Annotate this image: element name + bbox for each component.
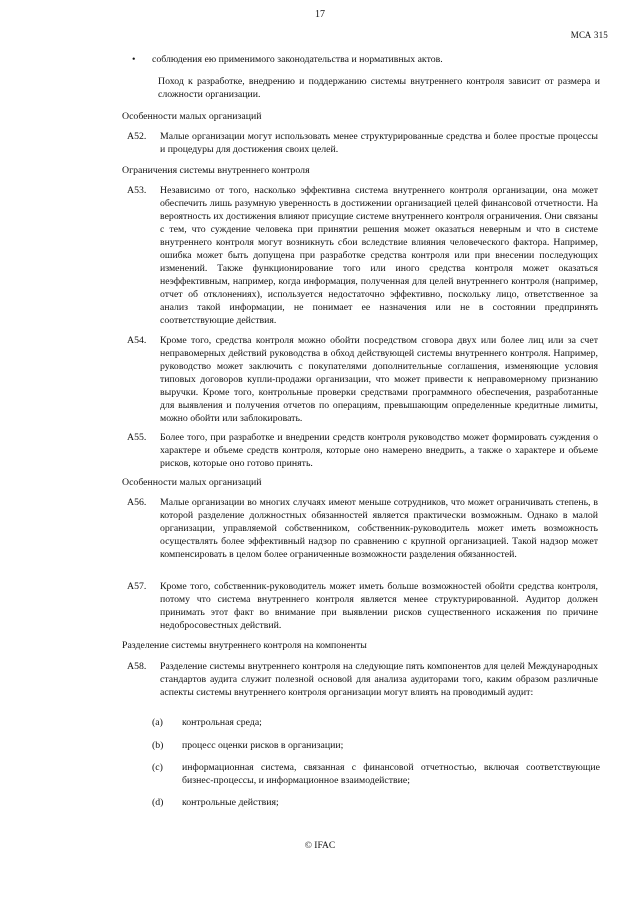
section-heading: Особенности малых организаций <box>122 111 262 122</box>
bullet-icon: • <box>132 54 136 65</box>
section-heading: Ограничения системы внутреннего контроля <box>122 165 310 176</box>
paragraph-number: A53. <box>127 185 147 196</box>
list-item-label: (c) <box>152 762 163 773</box>
paragraph-number: A54. <box>127 335 147 346</box>
paragraph-text: Разделение системы внутреннего контроля на следующие пять компонентов для целей Международных стандартов аудита служит полезной основой для анализа аудиторами того, каким образом различные аспекты системы внутреннего контроля организации могут влиять на проводимый аудит: <box>160 661 598 698</box>
section-heading: Разделение системы внутреннего контроля на компоненты <box>122 640 367 651</box>
paragraph-text: Более того, при разработке и внедрении средств контроля руководство может формировать суждения о характере и объеме средств контроля, которые оно намерено внедрить, а также о характере и объеме рисков, которые оно готово принять. <box>160 432 598 469</box>
list-item-text: процесс оценки рисков в организации; <box>182 740 344 751</box>
footer-copyright: © IFAC <box>304 841 336 851</box>
paragraph-number: A58. <box>127 661 147 672</box>
list-item-label: (b) <box>152 740 164 751</box>
list-item-text: контрольные действия; <box>182 797 279 808</box>
paragraph-text: Кроме того, собственник-руководитель может иметь больше возможностей обойти средства контроля, потому что система внутреннего контроля является менее структурированной. Аудитор должен принимать этот факт во внимание при выявлении рисков существенного искажения по причине недобросовестных действий. <box>160 581 598 631</box>
paragraph-number: A57. <box>127 581 147 592</box>
paragraph-text: Малые организации во многих случаях имеют меньше сотрудников, что может ограничивать степень, в которой разделение должностных обязанностей является практически возможным. Однако в малой организации, управляемой собственником, собственник-руководитель может иметь возможность осуществлять более эффективный надзор по сравнению с крупной организацией. Такой надзор может компенсировать в целом более ограниченные возможности разделения обязанностей. <box>160 497 598 560</box>
list-item-label: (a) <box>152 717 163 728</box>
intro-paragraph: Поход к разработке, внедрению и поддержанию системы внутреннего контроля зависит от размера и сложности организации. <box>158 76 600 100</box>
paragraph-text: Малые организации могут использовать менее структурированные средства и более простые процессы и процедуры для достижения своих целей. <box>160 131 598 155</box>
paragraph-number: A55. <box>127 432 147 443</box>
page-number: 17 <box>315 9 325 20</box>
paragraph-number: A56. <box>127 497 147 508</box>
section-heading: Особенности малых организаций <box>122 477 262 488</box>
document-code: МСА 315 <box>570 30 608 40</box>
list-item-text: контрольная среда; <box>182 717 262 728</box>
list-item-label: (d) <box>152 797 164 808</box>
list-item-text: информационная система, связанная с финансовой отчетностью, включая соответствующие бизнес-процессы, и информационное взаимодействие; <box>182 762 600 786</box>
paragraph-number: A52. <box>127 131 147 142</box>
paragraph-text: Независимо от того, насколько эффективна система внутреннего контроля организации, она может обеспечить лишь разумную уверенность в достижении организацией целей финансовой отчетности. На вероятность их достижения влияют присущие системе внутреннего контроля ограничения. Они связаны с тем, что суждение человека при принятии решения может оказаться неверным и что в системе внутреннего контроля могут возникнуть сбои вследствие влияния человеческого фактора. Например, ошибка может быть допущена при разработке средства контроля или при внесении последующих изменений. Также функционирование того или иного средства контроля может оказаться неэффективным, например, когда информация, полученная для целей внутреннего контроля (например, отчет об отклонениях), используется недостаточно эффективно, поскольку лицо, ответственное за анализ такой информации, не понимает ее назначения или не в состоянии предпринять соответствующие действия. <box>160 185 598 326</box>
paragraph-text: Кроме того, средства контроля можно обойти посредством сговора двух или более лиц или за счет неправомерных действий руководства в обход действующей системы внутреннего контроля. Например, руководство может заключить с покупателями дополнительные соглашения, изменяющие условия типовых договоров купли-продажи организации, что может привести к неправомерному признанию выручки. Кроме того, контрольные проверки средствами программного обеспечения, разработанные для выявления и получения отчетов по операциям, превышающим определенные кредитные лимиты, можно обойти или заблокировать. <box>160 335 598 424</box>
bullet-text: соблюдения ею применимого законодательства и нормативных актов. <box>152 54 443 65</box>
list-item <box>132 53 592 66</box>
